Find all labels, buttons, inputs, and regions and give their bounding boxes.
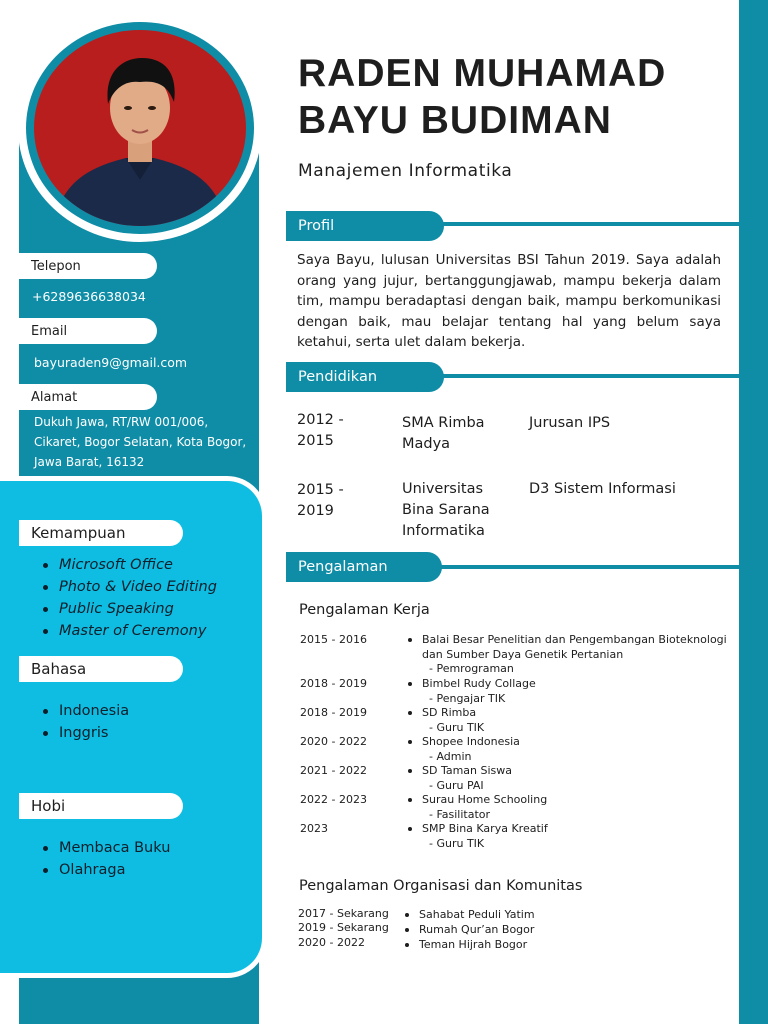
work-line: - Pemrograman (422, 662, 514, 675)
work-line: - Guru TIK (422, 836, 485, 850)
org-name: Sahabat Peduli Yatim (419, 908, 535, 921)
work-entry (422, 633, 727, 677)
work-entry (422, 793, 547, 822)
work-line: SD Rimba (422, 706, 477, 719)
work-line: - Guru TIK (422, 720, 485, 734)
work-line: SMP Bina Karya Kreatif (422, 822, 548, 835)
bullet-icon (408, 638, 412, 642)
work-entry (422, 764, 512, 793)
work-line: - Pengajar TIK (422, 691, 506, 705)
work-years: 2018 - 2019 (300, 706, 367, 719)
profile-section-header: Profil (286, 211, 444, 241)
address-label: Alamat (19, 384, 157, 410)
year-end: 2019 (297, 503, 334, 519)
work-entry (422, 735, 520, 764)
email-label: Email (19, 318, 157, 344)
year-start: 2012 - (297, 412, 344, 428)
work-line: - Fasilitator (422, 807, 491, 821)
section-divider (440, 565, 739, 569)
education-major: D3 Sistem Informasi (529, 481, 676, 497)
bullet-icon (408, 798, 412, 802)
name-line: RADEN MUHAMAD (298, 52, 667, 95)
address-line: Cikaret, Bogor Selatan, Kota Bogor, (34, 435, 247, 449)
work-years: 2020 - 2022 (300, 735, 367, 748)
school-line: Bina Sarana (402, 502, 490, 518)
work-line: SD Taman Siswa (422, 764, 513, 777)
name-line: BAYU BUDIMAN (298, 99, 612, 142)
bullet-icon (408, 711, 412, 715)
profile-photo (34, 30, 246, 226)
work-entry (422, 706, 484, 735)
skill-item: Master of Ceremony (59, 620, 217, 642)
work-entry (422, 822, 548, 851)
person-portrait-icon (34, 30, 246, 226)
person-name (298, 50, 666, 144)
work-entry (422, 677, 536, 706)
work-years: 2018 - 2019 (300, 677, 367, 690)
address-line: Jawa Barat, 16132 (34, 455, 145, 469)
education-section-header: Pendidikan (286, 362, 444, 392)
work-years: 2021 - 2022 (300, 764, 367, 777)
experience-section-header: Pengalaman (286, 552, 442, 582)
skills-list (19, 554, 217, 642)
school-line: Madya (402, 436, 451, 452)
education-year (297, 410, 344, 452)
bullet-icon (408, 769, 412, 773)
school-line: SMA Rimba (402, 415, 485, 431)
bullet-icon (408, 827, 412, 831)
year-start: 2015 - (297, 482, 344, 498)
job-title: Manajemen Informatika (298, 161, 513, 181)
org-name: Teman Hijrah Bogor (419, 938, 528, 951)
education-year (297, 480, 344, 522)
school-line: Universitas (402, 481, 484, 497)
languages-label: Bahasa (19, 656, 183, 682)
work-years: 2023 (300, 822, 328, 835)
education-school (402, 413, 485, 455)
org-years: 2020 - 2022 (298, 936, 365, 949)
phone-value[interactable]: +6289636638034 (32, 289, 146, 304)
org-name: Rumah Qur’an Bogor (419, 923, 535, 936)
bullet-icon (408, 682, 412, 686)
bullet-icon (405, 943, 409, 947)
hobby-item: Membaca Buku (59, 837, 170, 859)
work-line: Balai Besar Penelitian dan Pengembangan Bioteknologi (422, 633, 727, 646)
bullet-icon (408, 740, 412, 744)
work-experience-heading: Pengalaman Kerja (299, 602, 430, 618)
year-end: 2015 (297, 433, 334, 449)
education-major: Jurusan IPS (529, 415, 611, 431)
work-line: - Guru PAI (422, 778, 484, 792)
education-school (402, 479, 490, 542)
bullet-icon (405, 928, 409, 932)
address-value (34, 412, 246, 472)
bullet-icon (405, 913, 409, 917)
work-line: Surau Home Schooling (422, 793, 548, 806)
email-value[interactable]: bayuraden9@gmail.com (34, 355, 188, 370)
work-years: 2022 - 2023 (300, 793, 367, 806)
hobbies-label: Hobi (19, 793, 183, 819)
address-line: Dukuh Jawa, RT/RW 001/006, (34, 415, 209, 429)
work-line: dan Sumber Daya Genetik Pertanian (422, 647, 624, 661)
skill-item: Public Speaking (59, 598, 217, 620)
work-line: Shopee Indonesia (422, 735, 520, 748)
org-years: 2019 - Sekarang (298, 921, 389, 934)
language-item: Inggris (59, 722, 129, 744)
hobby-item: Olahraga (59, 859, 170, 881)
work-line: Bimbel Rudy Collage (422, 677, 536, 690)
school-line: Informatika (402, 523, 485, 539)
section-divider (440, 374, 739, 378)
profile-summary: Saya Bayu, lulusan Universitas BSI Tahun 2019. Saya adalah orang yang jujur, bertanggungjawab, mampu bekerja dalam tim, mampu beradaptasi dengan baik, mampu berkomunikasi dengan baik, mau belajar tentang hal yang belum saya ketahui, serta ulet dalam bekerja. (297, 252, 721, 350)
right-accent-bar (739, 0, 768, 1024)
skill-item: Photo & Video Editing (59, 576, 217, 598)
languages-list (19, 700, 129, 744)
org-years: 2017 - Sekarang (298, 907, 389, 920)
phone-label: Telepon (19, 253, 157, 279)
hobbies-list (19, 837, 170, 881)
skills-label: Kemampuan (19, 520, 183, 546)
work-years: 2015 - 2016 (300, 633, 367, 646)
language-item: Indonesia (59, 700, 129, 722)
organization-heading: Pengalaman Organisasi dan Komunitas (299, 878, 583, 894)
work-line: - Admin (422, 749, 472, 763)
skill-item: Microsoft Office (59, 554, 217, 576)
section-divider (440, 222, 739, 226)
